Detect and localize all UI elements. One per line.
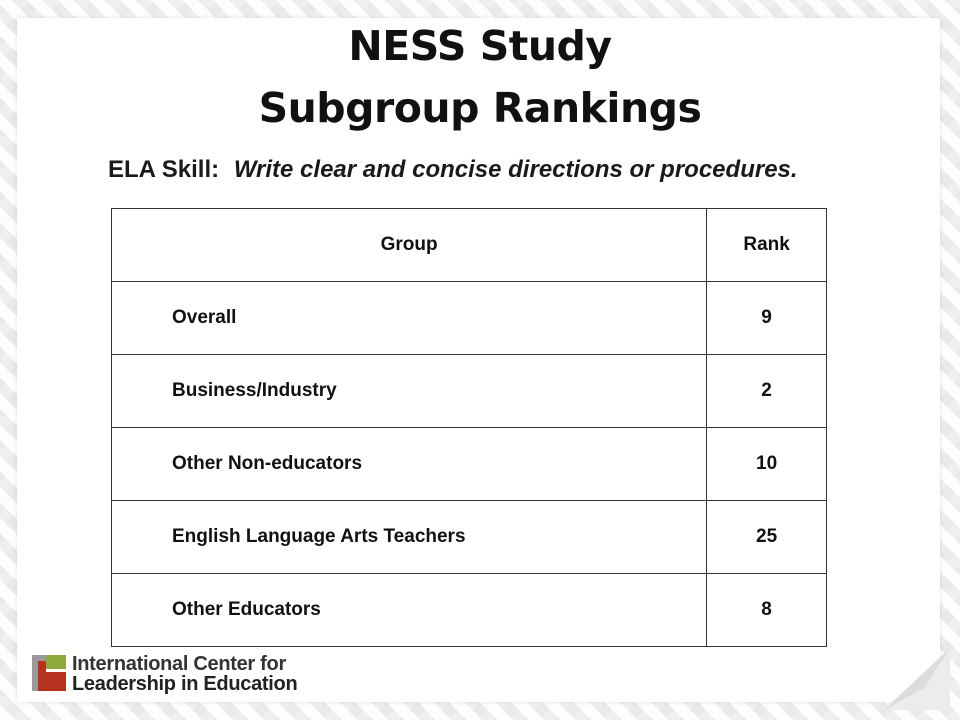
- rankings-table: [111, 208, 827, 647]
- group-cell: Overall: [112, 282, 707, 355]
- skill-statement: [108, 156, 908, 184]
- page-curl-icon: [884, 648, 950, 710]
- rank-cell: 10: [707, 428, 827, 501]
- rank-cell: 9: [707, 282, 827, 355]
- group-cell: English Language Arts Teachers: [112, 501, 707, 574]
- column-header-rank: Rank: [707, 209, 827, 282]
- group-cell: Other Non-educators: [112, 428, 707, 501]
- rank-cell: 2: [707, 355, 827, 428]
- logo-line2: Leadership in Education: [72, 673, 298, 695]
- slide-title-line2: Subgroup Rankings: [258, 84, 702, 132]
- rank-cell: 8: [707, 574, 827, 647]
- table-row: [112, 501, 827, 574]
- table-row: [112, 355, 827, 428]
- skill-text: Write clear and concise directions or procedures.: [233, 156, 798, 183]
- table-header-row: [112, 209, 827, 282]
- group-cell: Business/Industry: [112, 355, 707, 428]
- table-row: [112, 428, 827, 501]
- group-cell: Other Educators: [112, 574, 707, 647]
- logo-text: [72, 654, 297, 694]
- logo-mark-icon: [32, 655, 66, 691]
- organization-logo: [32, 655, 332, 697]
- rank-cell: 25: [707, 501, 827, 574]
- logo-line1: International Center for: [72, 653, 286, 675]
- slide-title-line1: NESS Study: [348, 22, 612, 70]
- logo-mark-green: [46, 655, 66, 669]
- table-row: [112, 574, 827, 647]
- table-row: [112, 282, 827, 355]
- skill-label: ELA Skill:: [108, 156, 220, 183]
- column-header-group: Group: [112, 209, 707, 282]
